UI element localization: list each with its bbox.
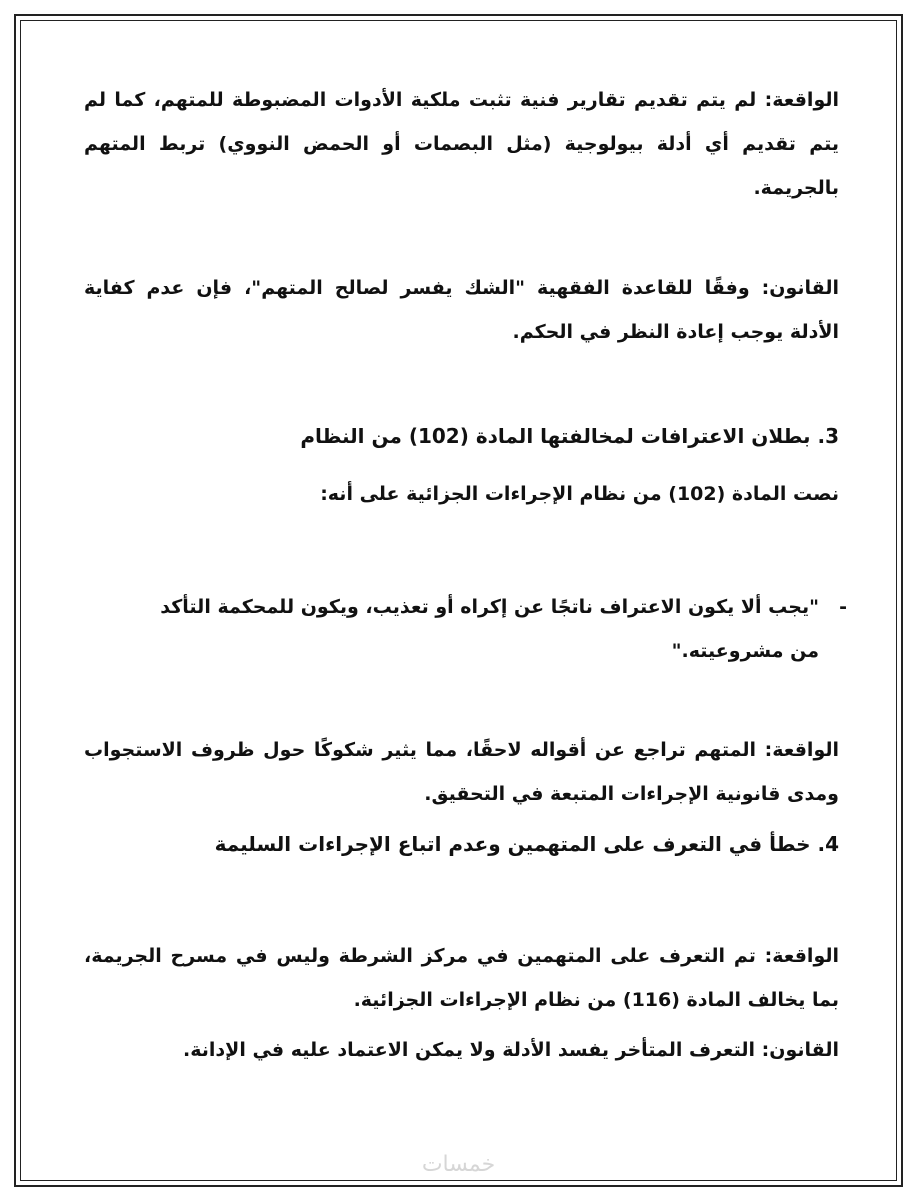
quote-bullet xyxy=(130,585,847,673)
fact-label: الواقعة: xyxy=(764,739,839,761)
section-heading-4: 4. خطأ في التعرف على المتهمين وعدم اتباع الإجراءات السليمة xyxy=(214,832,839,856)
fact-paragraph-3 xyxy=(84,934,839,1022)
law-paragraph-2 xyxy=(84,1028,839,1072)
quote-text: "يجب ألا يكون الاعتراف ناتجًا عن إكراه أو تعذيب، ويكون للمحكمة التأكد من مشروعيته." xyxy=(160,596,819,662)
law-text: وفقًا للقاعدة الفقهية "الشك يفسر لصالح المتهم"، فإن عدم كفاية الأدلة يوجب إعادة النظر في الحكم. xyxy=(84,277,839,343)
fact-paragraph-1 xyxy=(84,78,839,210)
fact-paragraph-2 xyxy=(84,728,839,816)
law-label: القانون: xyxy=(761,1039,839,1061)
law-label: القانون: xyxy=(761,277,839,299)
law-paragraph-1 xyxy=(84,266,839,354)
fact-text: تم التعرف على المتهمين في مركز الشرطة وليس في مسرح الجريمة، بما يخالف المادة (116) من نظام الإجراءات الجزائية. xyxy=(84,945,839,1011)
article-102-intro: نصت المادة (102) من نظام الإجراءات الجزائية على أنه: xyxy=(320,483,839,505)
fact-text: لم يتم تقديم تقارير فنية تثبت ملكية الأدوات المضبوطة للمتهم، كما لم يتم تقديم أي أدلة بيولوجية (مثل البصمات أو الحمض النووي) تربط المتهم بالجريمة. xyxy=(84,89,839,199)
fact-label: الواقعة: xyxy=(764,89,839,111)
law-text: التعرف المتأخر يفسد الأدلة ولا يمكن الاعتماد عليه في الإدانة. xyxy=(183,1039,756,1061)
bullet-dash: - xyxy=(839,596,847,618)
watermark-logo: خمسات xyxy=(421,1152,496,1177)
fact-text: المتهم تراجع عن أقواله لاحقًا، مما يثير شكوكًا حول ظروف الاستجواب ومدى قانونية الإجراءات المتبعة في التحقيق. xyxy=(84,739,839,805)
fact-label: الواقعة: xyxy=(764,945,839,967)
section-heading-3: 3. بطلان الاعترافات لمخالفتها المادة (102) من النظام xyxy=(300,424,839,448)
